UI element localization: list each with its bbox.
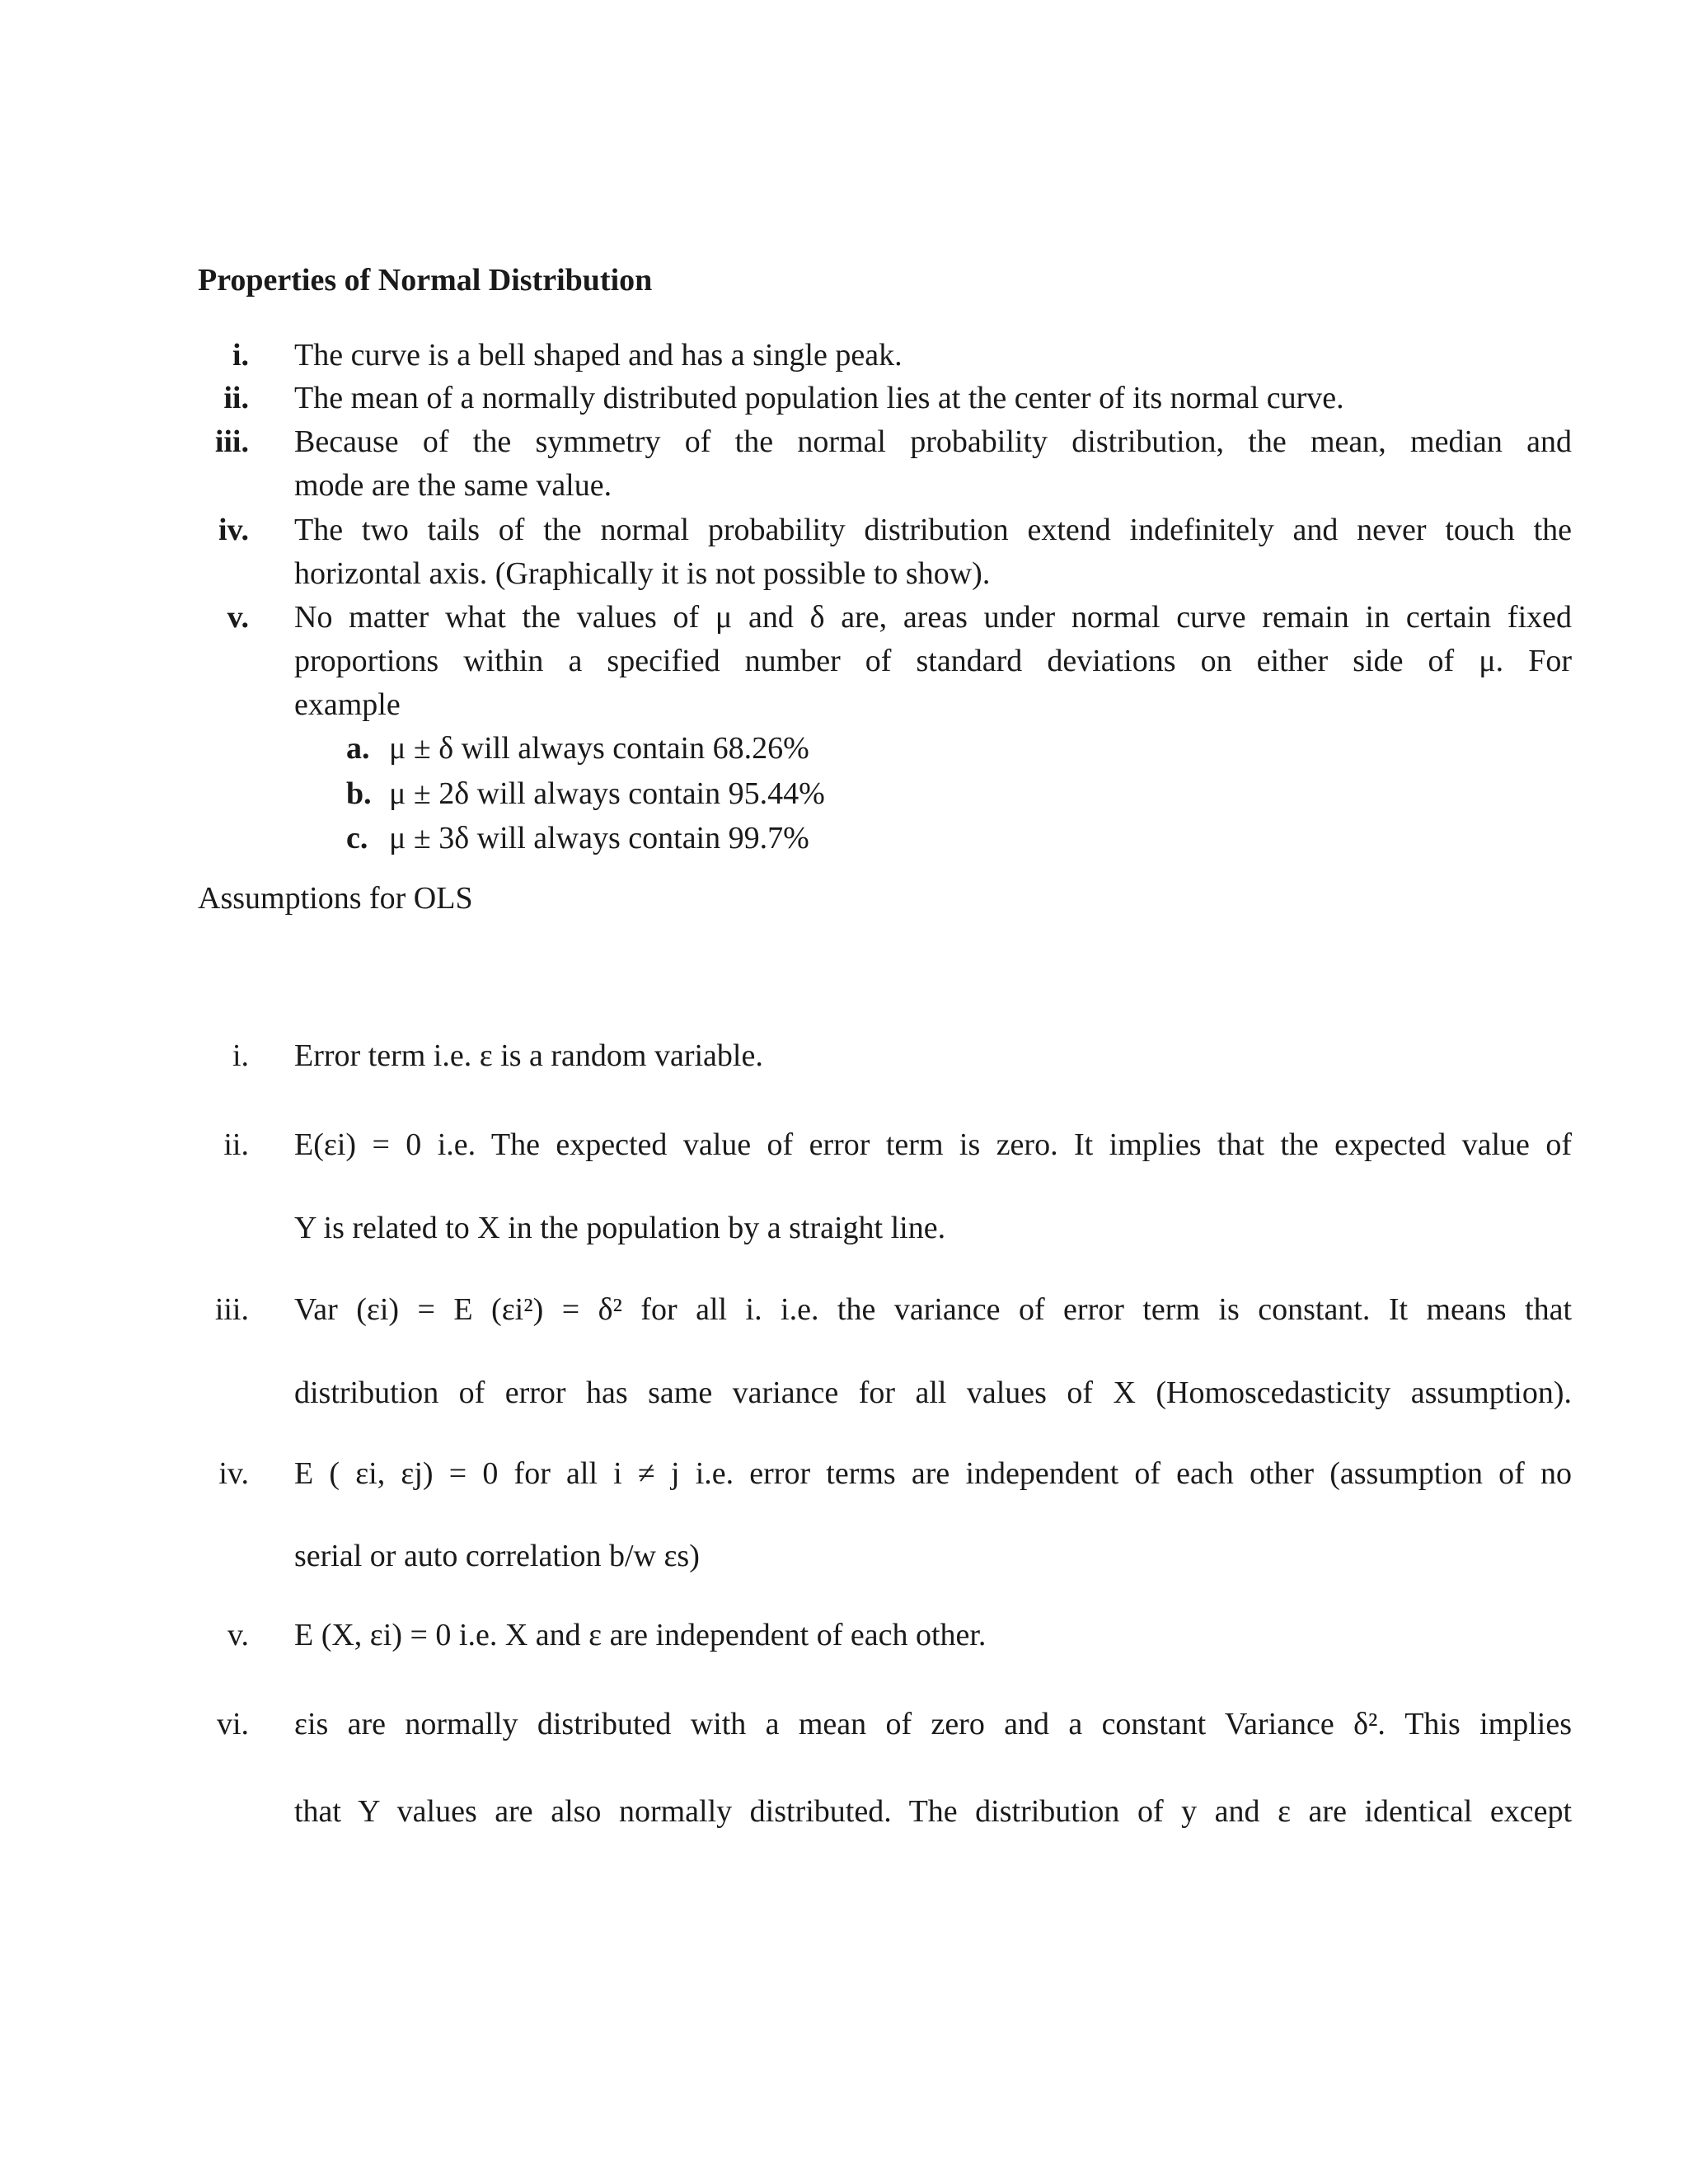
item-text: εis are normally distributed with a mean of zero and a constant Variance δ². This implies [294,1707,1572,1741]
item-text: The two tails of the normal probability distribution extend indefinitely and never touch the [294,513,1572,547]
item-text: E(εi) = 0 i.e. The expected value of error term is zero. It implies that the expected value of [294,1127,1572,1162]
item-text: example [294,687,401,722]
item-text: distribution of error has same variance for all values of X (Homoscedasticity assumption). [294,1376,1572,1410]
item-text: The mean of a normally distributed population lies at the center of its normal curve. [294,381,1344,415]
item-number: i. [232,338,249,373]
item-text: No matter what the values of μ and δ are, areas under normal curve remain in certain fixed [294,600,1572,635]
section-title-ols-assumptions: Assumptions for OLS [198,881,473,916]
sub-item-text: μ ± 2δ will always contain 95.44% [389,776,825,811]
item-text: serial or auto correlation b/w εs) [294,1539,700,1573]
item-number: ii. [223,381,249,415]
sub-item-text: μ ± δ will always contain 68.26% [389,731,809,766]
item-text: Y is related to X in the population by a straight line. [294,1211,946,1245]
item-number: iii. [214,424,249,459]
section-title-normal-distribution: Properties of Normal Distribution [198,263,653,298]
item-number: v. [227,600,249,635]
item-number: v. [227,1618,249,1652]
item-text: The curve is a bell shaped and has a single peak. [294,338,903,373]
sub-item-label: c. [346,821,368,855]
item-text: Error term i.e. ε is a random variable. [294,1038,763,1073]
item-text: proportions within a specified number of standard deviations on either side of μ. For [294,644,1572,678]
item-number: i. [232,1038,249,1073]
item-text: horizontal axis. (Graphically it is not possible to show). [294,556,991,591]
item-text: Because of the symmetry of the normal probability distribution, the mean, median and [294,424,1572,459]
sub-list-item [346,727,809,771]
sub-list-item [346,772,825,816]
item-text: E ( εi, εj) = 0 for all i ≠ j i.e. error terms are independent of each other (assumption of no [294,1456,1572,1491]
item-number: iv. [218,513,249,547]
sub-item-label: b. [346,776,372,811]
item-number: vi. [216,1707,249,1741]
item-text: mode are the same value. [294,468,612,503]
item-text: E (X, εi) = 0 i.e. X and ε are independent of each other. [294,1618,987,1652]
item-number: iii. [214,1292,249,1327]
item-number: ii. [223,1127,249,1162]
item-text: Var (εi) = E (εi²) = δ² for all i. i.e. the variance of error term is constant. It means that [294,1292,1572,1327]
item-number: iv. [218,1456,249,1491]
sub-item-text: μ ± 3δ will always contain 99.7% [389,821,809,855]
item-text: that Y values are also normally distributed. The distribution of y and ε are identical except [294,1794,1572,1829]
sub-item-label: a. [346,731,370,766]
sub-list-item [346,817,809,860]
